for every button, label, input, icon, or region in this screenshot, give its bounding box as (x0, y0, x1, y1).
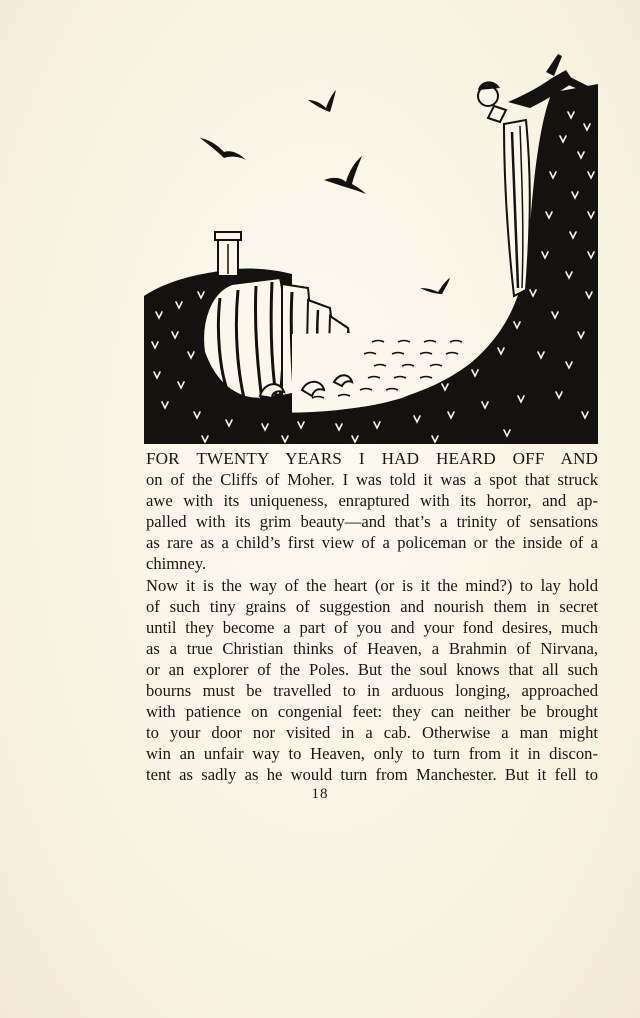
text-line: or an explorer of the Poles. But the soul knows that all such (146, 659, 598, 679)
text-line: until they become a part of you and your fond desires, much (146, 617, 598, 637)
text-line: as rare as a child’s first view of a policeman or the inside of a (146, 533, 598, 553)
text-line: as a true Christian thinks of Heaven, a Brahmin of Nirvana, (146, 638, 598, 658)
paragraph-2 (146, 575, 598, 786)
tower-icon (215, 232, 241, 276)
text-line: of such tiny grains of suggestion and nourish them in secret (146, 596, 598, 616)
paragraph-1 (146, 448, 598, 575)
cliffs-woodcut-illustration (142, 52, 598, 444)
text-line: FOR TWENTY YEARS I HAD HEARD OFF AND (146, 449, 598, 468)
body-text (146, 448, 598, 786)
text-line: awe with its uniqueness, enraptured with its horror, and ap- (146, 491, 598, 511)
text-line: to your door nor visited in a cab. Otherwise a man might (146, 723, 598, 743)
text-line: win an unfair way to Heaven, only to turn from it in discon- (146, 744, 598, 764)
text-line: palled with its grim beauty—and that’s a trinity of sensations (146, 512, 598, 532)
text-line: bourns must be travelled to in arduous longing, approached (146, 681, 598, 701)
text-line: on of the Cliffs of Moher. I was told it was a spot that struck (146, 470, 598, 490)
page-number: 18 (311, 786, 329, 802)
text-line: with patience on congenial feet: they can neither be brought (146, 702, 598, 722)
text-line: tent as sadly as he would turn from Manchester. But it fell to (146, 765, 598, 785)
text-line: chimney. (146, 554, 207, 574)
text-line: Now it is the way of the heart (or is it the mind?) to lay hold (146, 575, 598, 595)
